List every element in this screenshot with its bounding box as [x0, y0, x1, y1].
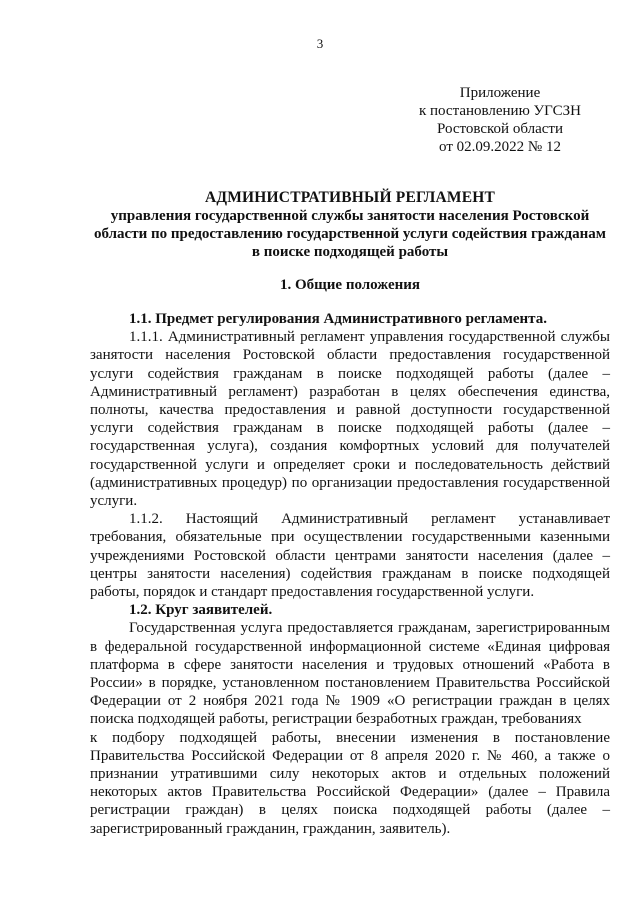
document-body: [90, 310, 610, 838]
subsection-heading: 1.1. Предмет регулирования Административного регламента.: [129, 311, 547, 327]
annex-line: Приложение: [459, 85, 541, 101]
paragraph: Государственная услуга предоставляется гражданам, зарегистрированным в федеральной государственной информационной системе «Единая цифровая платформа в сфере занятости населения и трудовых отношений «Работа в России» в порядке, установленном постановлением Правительства Российской Федерации от 2 ноября 2021 года № 1909 «О регистрации граждан в целях поиска подходящей работы, регистрации безработных граждан, требованиях: [90, 620, 610, 728]
page-number: 3: [316, 36, 324, 51]
section-heading: 1. Общие положения: [279, 277, 421, 293]
annex-block: [400, 84, 600, 156]
paragraph: 1.1.1. Административный регламент управления государственной службы занятости населения Ростовской области предоставления государственной услуги содействия гражданам в поиске подходящей работы (далее – Административный регламент) разработан в целях обеспечения единства, полноты, качества предоставления и равной доступности государственной услуги содействия гражданам в поиске подходящей работы (далее – государственная услуга), создания комфортных условий для получателей государственной услуги и определяет сроки и последовательность действий (административных процедур) по организации предоставления государственной услуги.: [90, 329, 610, 510]
title-main: АДМИНИСТРАТИВНЫЙ РЕГЛАМЕНТ: [204, 189, 496, 206]
subsection-heading: 1.2. Круг заявителей.: [129, 602, 273, 619]
title-subtitle: управления государственной службы занятости населения Ростовской области по предоставлению государственной услуги содействия гражданам в поиске подходящей работы: [94, 208, 606, 261]
document-title: [90, 188, 610, 262]
annex-line: Ростовской области: [437, 121, 563, 137]
paragraph: к подбору подходящей работы, внесении изменения в постановление Правительства Российской Федерации от 8 апреля 2020 г. № 460, а также о признании утратившими силу некоторых актов и отдельных положений некоторых актов Правительства Российской Федерации» (далее – Правила регистрации граждан) в целях поиска подходящей работы (далее – зарегистрированный гражданин, гражданин, заявитель).: [90, 729, 610, 837]
annex-date-line: от 02.09.2022 № 12: [439, 139, 561, 155]
paragraph: 1.1.2. Настоящий Административный регламент устанавливает требования, обязательные при осуществлении государственными казенными учреждениями Ростовской области центрами занятости населения (далее – центры занятости населения) содействия гражданам в поиске подходящей работы, порядок и стандарт предоставления государственной услуги.: [90, 511, 610, 601]
annex-line: к постановлению УГСЗН: [418, 103, 581, 119]
